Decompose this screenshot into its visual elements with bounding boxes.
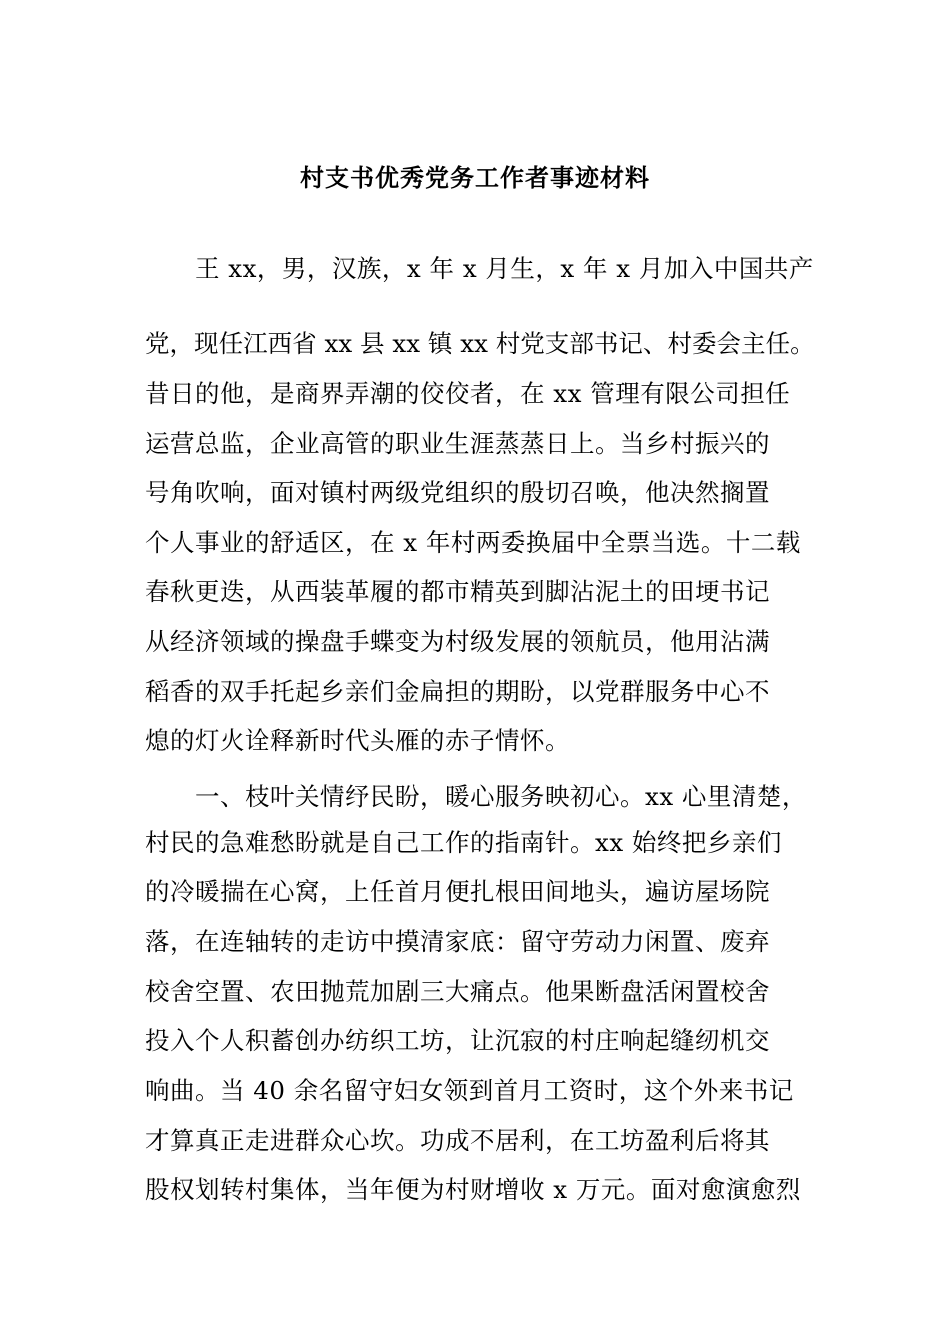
paragraph-line: 的冷暖揣在心窝，上任首月便扎根田间地头，遍访屋场院 xyxy=(145,877,770,906)
paragraph-line: 响曲。当 40 余名留守妇女领到首月工资时，这个外来书记 xyxy=(145,1076,794,1105)
paragraph-line: 运营总监，企业高管的职业生涯蒸蒸日上。当乡村振兴的 xyxy=(145,429,770,458)
paragraph-line: 投入个人积蓄创办纺织工坊，让沉寂的村庄响起缝纫机交 xyxy=(145,1026,770,1055)
paragraph-line: 从经济领域的操盘手蝶变为村级发展的领航员，他用沾满 xyxy=(145,627,770,656)
paragraph-line: 校舍空置、农田抛荒加剧三大痛点。他果断盘活闲置校舍 xyxy=(145,977,770,1006)
paragraph-line: 号角吹响，面对镇村两级党组织的殷切召唤，他决然搁置 xyxy=(145,478,770,507)
paragraph-line: 一、枝叶关情纾民盼，暖心服务映初心。xx 心里清楚， xyxy=(195,782,807,811)
paragraph-line: 稻香的双手托起乡亲们金扁担的期盼，以党群服务中心不 xyxy=(145,677,770,706)
document-title: 村支书优秀党务工作者事迹材料 xyxy=(300,163,650,192)
paragraph-line: 党，现任江西省 xx 县 xx 镇 xx 村党支部书记、村委会主任。 xyxy=(145,329,815,358)
paragraph-line: 个人事业的舒适区，在 x 年村两委换届中全票当选。十二载 xyxy=(145,528,801,557)
paragraph-line: 春秋更迭，从西装革履的都市精英到脚沾泥土的田埂书记 xyxy=(145,577,770,606)
paragraph-line: 股权划转村集体，当年便为村财增收 x 万元。面对愈演愈烈 xyxy=(145,1175,801,1204)
paragraph-line: 昔日的他，是商界弄潮的佼佼者，在 xx 管理有限公司担任 xyxy=(145,379,791,408)
paragraph-line: 才算真正走进群众心坎。功成不居利，在工坊盈利后将其 xyxy=(145,1126,770,1155)
paragraph-line: 王 xx，男，汉族，x 年 x 月生，x 年 x 月加入中国共产 xyxy=(195,254,814,283)
paragraph-line: 熄的灯火诠释新时代头雁的赤子情怀。 xyxy=(145,726,570,755)
paragraph-line: 落，在连轴转的走访中摸清家底：留守劳动力闲置、废弃 xyxy=(145,927,770,956)
paragraph-line: 村民的急难愁盼就是自己工作的指南针。xx 始终把乡亲们 xyxy=(145,828,782,857)
